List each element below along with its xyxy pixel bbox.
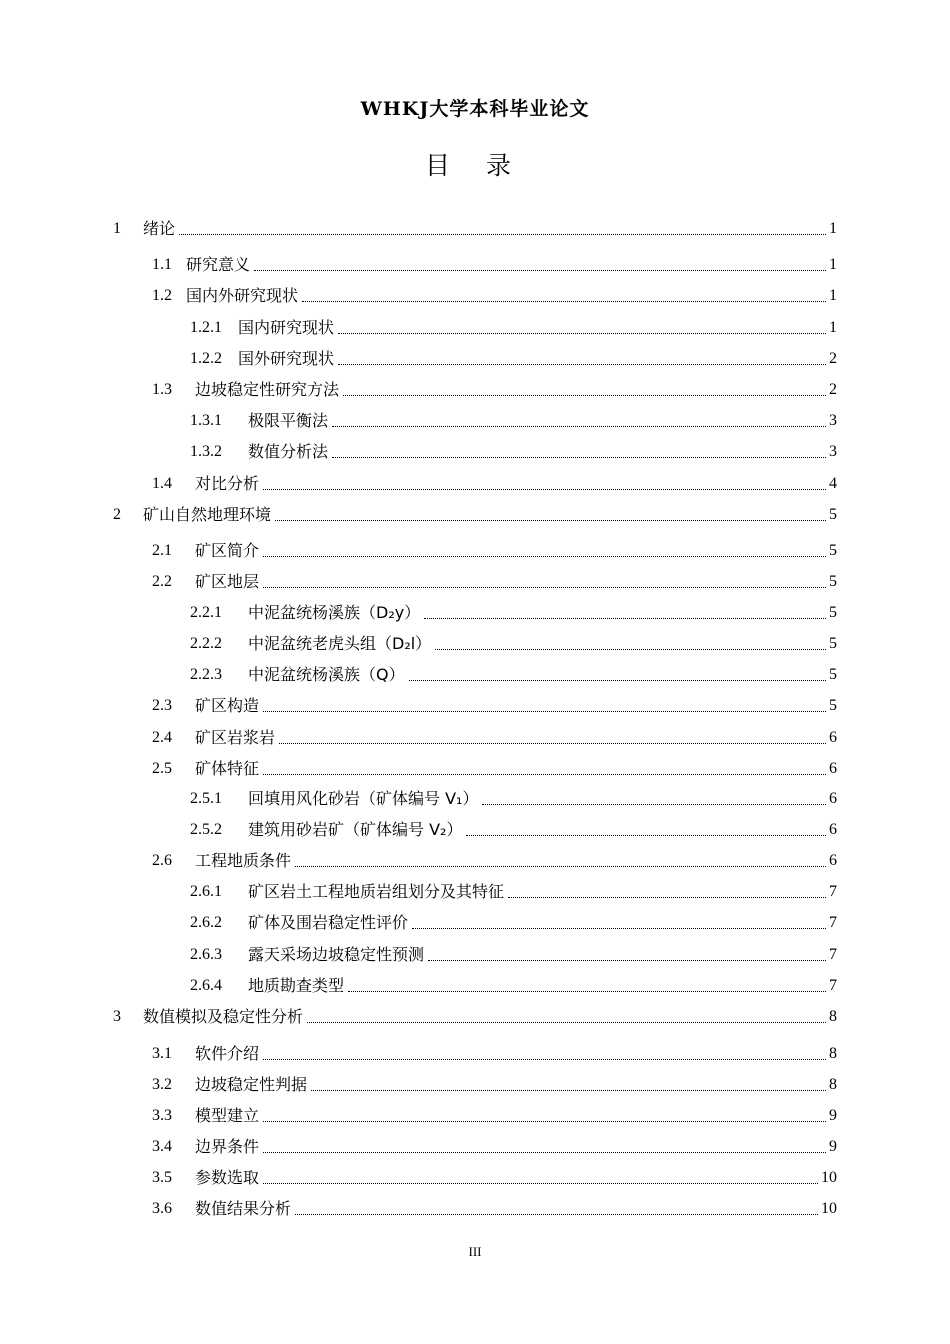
toc-dot-leader xyxy=(263,774,826,775)
toc-entry-title: 绪论 xyxy=(143,219,176,238)
toc-entry-number: 3.2 xyxy=(152,1076,172,1093)
toc-entry-number: 2.6 xyxy=(152,852,172,869)
toc-entry[interactable] xyxy=(0,725,950,751)
toc-entry-title: 工程地质条件 xyxy=(195,851,292,870)
toc-entry[interactable] xyxy=(0,471,950,497)
toc-dot-leader xyxy=(311,1090,826,1091)
toc-entry-page: 8 xyxy=(829,1076,837,1093)
toc-dot-leader xyxy=(332,457,826,458)
toc-entry-number: 2.1 xyxy=(152,542,172,559)
toc-entry-page: 5 xyxy=(829,604,837,621)
toc-entry[interactable] xyxy=(0,942,950,968)
toc-entry-number: 3.4 xyxy=(152,1138,172,1155)
toc-entry-page: 1 xyxy=(829,287,837,304)
toc-heading: 目 录 xyxy=(425,151,525,180)
toc-entry[interactable] xyxy=(0,600,950,626)
toc-entry-title: 国内外研究现状 xyxy=(186,286,299,305)
toc-entry-number: 2.3 xyxy=(152,697,172,714)
footer-page-number: III xyxy=(468,1244,482,1259)
toc-entry-number: 3 xyxy=(113,1008,121,1025)
toc-entry[interactable] xyxy=(0,1103,950,1129)
toc-entry[interactable] xyxy=(0,569,950,595)
toc-entry-title: 国内研究现状 xyxy=(238,318,335,337)
toc-entry-title: 矿区岩土工程地质岩组划分及其特征 xyxy=(248,882,505,901)
toc-entry-title: 边坡稳定性研究方法 xyxy=(195,380,340,399)
toc-entry-title: 软件介绍 xyxy=(195,1044,260,1063)
toc-entry-title: 数值分析法 xyxy=(248,442,329,461)
toc-entry[interactable] xyxy=(0,408,950,434)
toc-entry[interactable] xyxy=(0,817,950,843)
toc-entry[interactable] xyxy=(0,693,950,719)
toc-entry-page: 9 xyxy=(829,1107,837,1124)
toc-entry-page: 3 xyxy=(829,412,837,429)
toc-entry-title: 极限平衡法 xyxy=(248,411,329,430)
toc-dot-leader xyxy=(263,1183,818,1184)
toc-entry[interactable] xyxy=(0,631,950,657)
toc-entry-page: 9 xyxy=(829,1138,837,1155)
toc-entry-page: 2 xyxy=(829,381,837,398)
toc-entry-number: 3.6 xyxy=(152,1200,172,1217)
toc-entry-number: 1.3 xyxy=(152,381,172,398)
toc-dot-leader xyxy=(263,556,826,557)
toc-entry-number: 3.1 xyxy=(152,1045,172,1062)
toc-entry-number: 2.6.3 xyxy=(190,946,222,963)
toc-entry[interactable] xyxy=(0,502,950,528)
toc-entry-title: 建筑用砂岩矿（矿体编号 V₂） xyxy=(248,820,463,839)
toc-entry[interactable] xyxy=(0,1165,950,1191)
toc-entry-number: 1.3.1 xyxy=(190,412,222,429)
toc-entry-title: 对比分析 xyxy=(195,474,260,493)
toc-entry-number: 2.6.2 xyxy=(190,914,222,931)
toc-dot-leader xyxy=(295,1214,818,1215)
toc-entry-page: 5 xyxy=(829,635,837,652)
toc-entry[interactable] xyxy=(0,662,950,688)
toc-entry-number: 2 xyxy=(113,506,121,523)
toc-entry-title: 矿区简介 xyxy=(195,541,260,560)
toc-entry-page: 1 xyxy=(829,319,837,336)
toc-entry-number: 2.5 xyxy=(152,760,172,777)
toc-dot-leader xyxy=(412,928,826,929)
toc-entry-page: 6 xyxy=(829,729,837,746)
toc-entry-number: 1.2 xyxy=(152,287,172,304)
toc-entry[interactable] xyxy=(0,1041,950,1067)
toc-entry[interactable] xyxy=(0,252,950,278)
toc-entry-number: 2.2.1 xyxy=(190,604,222,621)
toc-entry-page: 7 xyxy=(829,977,837,994)
toc-entry[interactable] xyxy=(0,1004,950,1030)
toc-entry-title: 矿区地层 xyxy=(195,572,260,591)
toc-entry-title: 数值结果分析 xyxy=(195,1199,292,1218)
toc-entry[interactable] xyxy=(0,1072,950,1098)
toc-entry[interactable] xyxy=(0,439,950,465)
toc-dot-leader xyxy=(338,333,826,334)
toc-entry-title: 中泥盆统老虎头组（D₂l） xyxy=(248,634,432,653)
toc-dot-leader xyxy=(508,897,826,898)
toc-dot-leader xyxy=(275,520,826,521)
toc-entry-title: 数值模拟及稳定性分析 xyxy=(143,1007,304,1026)
toc-entry-title: 边界条件 xyxy=(195,1137,260,1156)
toc-entry-title: 研究意义 xyxy=(186,255,251,274)
toc-entry-title: 参数选取 xyxy=(195,1168,260,1187)
toc-entry[interactable] xyxy=(0,346,950,372)
toc-entry-number: 2.6.4 xyxy=(190,977,222,994)
toc-entry-number: 1.1 xyxy=(152,256,172,273)
toc-entry-title: 模型建立 xyxy=(195,1106,260,1125)
toc-entry-page: 7 xyxy=(829,883,837,900)
toc-entry-number: 3.3 xyxy=(152,1107,172,1124)
toc-entry-page: 6 xyxy=(829,790,837,807)
toc-dot-leader xyxy=(307,1022,826,1023)
toc-entry[interactable] xyxy=(0,910,950,936)
toc-dot-leader xyxy=(263,1121,826,1122)
toc-entry-page: 8 xyxy=(829,1045,837,1062)
toc-entry[interactable] xyxy=(0,1196,950,1222)
toc-entry-page: 5 xyxy=(829,542,837,559)
header-title: WHKJ大学本科毕业论文 xyxy=(360,98,590,120)
toc-entry-page: 6 xyxy=(829,760,837,777)
toc-entry-number: 3.5 xyxy=(152,1169,172,1186)
toc-entry[interactable] xyxy=(0,216,950,242)
toc-dot-leader xyxy=(263,587,826,588)
toc-dot-leader xyxy=(466,835,826,836)
toc-entry-title: 矿体及围岩稳定性评价 xyxy=(248,913,409,932)
toc-entry-number: 2.2.3 xyxy=(190,666,222,683)
toc-dot-leader xyxy=(348,991,826,992)
toc-entry-title: 矿山自然地理环境 xyxy=(143,505,272,524)
toc-entry-number: 1.3.2 xyxy=(190,443,222,460)
toc-dot-leader xyxy=(302,301,826,302)
toc-entry-number: 1 xyxy=(113,220,121,237)
toc-dot-leader xyxy=(179,234,826,235)
toc-entry-title: 露天采场边坡稳定性预测 xyxy=(248,945,425,964)
toc-dot-leader xyxy=(263,1059,826,1060)
toc-entry[interactable] xyxy=(0,879,950,905)
toc-entry-number: 1.4 xyxy=(152,475,172,492)
toc-entry-page: 3 xyxy=(829,443,837,460)
toc-entry-page: 5 xyxy=(829,697,837,714)
toc-dot-leader xyxy=(332,426,826,427)
toc-entry-number: 1.2.2 xyxy=(190,350,222,367)
toc-entry-number: 2.2.2 xyxy=(190,635,222,652)
toc-entry-title: 中泥盆统杨溪族（D₂y） xyxy=(248,603,421,622)
toc-dot-leader xyxy=(428,960,826,961)
toc-entry-number: 2.2 xyxy=(152,573,172,590)
toc-entry-page: 2 xyxy=(829,350,837,367)
toc-entry[interactable] xyxy=(0,283,950,309)
toc-dot-leader xyxy=(263,1152,826,1153)
toc-entry-title: 矿区岩浆岩 xyxy=(195,728,276,747)
toc-entry-number: 2.5.1 xyxy=(190,790,222,807)
toc-entry[interactable] xyxy=(0,1134,950,1160)
toc-entry-page: 10 xyxy=(821,1169,837,1186)
toc-entry-title: 矿体特征 xyxy=(195,759,260,778)
toc-entry[interactable] xyxy=(0,377,950,403)
toc-dot-leader xyxy=(279,743,826,744)
toc-entry[interactable] xyxy=(0,973,950,999)
toc-entry-title: 地质勘查类型 xyxy=(248,976,345,995)
toc-entry-page: 10 xyxy=(821,1200,837,1217)
toc-entry-page: 1 xyxy=(829,256,837,273)
toc-dot-leader xyxy=(343,395,826,396)
toc-entry-page: 7 xyxy=(829,946,837,963)
toc-entry[interactable] xyxy=(0,848,950,874)
toc-entry-page: 6 xyxy=(829,852,837,869)
toc-entry-page: 1 xyxy=(829,220,837,237)
toc-entry-title: 中泥盆统杨溪族（Q） xyxy=(248,665,405,684)
toc-dot-leader xyxy=(295,866,826,867)
toc-entry-title: 矿区构造 xyxy=(195,696,260,715)
toc-entry[interactable] xyxy=(0,756,950,782)
toc-dot-leader xyxy=(409,680,826,681)
toc-entry-page: 8 xyxy=(829,1008,837,1025)
toc-entry[interactable] xyxy=(0,786,950,812)
toc-entry-page: 4 xyxy=(829,475,837,492)
toc-entry-number: 2.4 xyxy=(152,729,172,746)
toc-entry-page: 7 xyxy=(829,914,837,931)
toc-dot-leader xyxy=(263,489,826,490)
toc-entry-title: 回填用风化砂岩（矿体编号 V₁） xyxy=(248,789,479,808)
toc-dot-leader xyxy=(424,618,826,619)
toc-entry-page: 6 xyxy=(829,821,837,838)
toc-entry[interactable] xyxy=(0,315,950,341)
toc-dot-leader xyxy=(254,270,826,271)
toc-entry-page: 5 xyxy=(829,666,837,683)
toc-dot-leader xyxy=(435,649,826,650)
toc-entry[interactable] xyxy=(0,538,950,564)
toc-dot-leader xyxy=(338,364,826,365)
toc-entry-number: 1.2.1 xyxy=(190,319,222,336)
table-of-contents xyxy=(0,216,950,1226)
toc-entry-page: 5 xyxy=(829,573,837,590)
toc-entry-title: 国外研究现状 xyxy=(238,349,335,368)
toc-entry-page: 5 xyxy=(829,506,837,523)
toc-dot-leader xyxy=(263,711,826,712)
toc-entry-title: 边坡稳定性判据 xyxy=(195,1075,308,1094)
toc-entry-number: 2.6.1 xyxy=(190,883,222,900)
toc-entry-number: 2.5.2 xyxy=(190,821,222,838)
toc-dot-leader xyxy=(482,804,826,805)
